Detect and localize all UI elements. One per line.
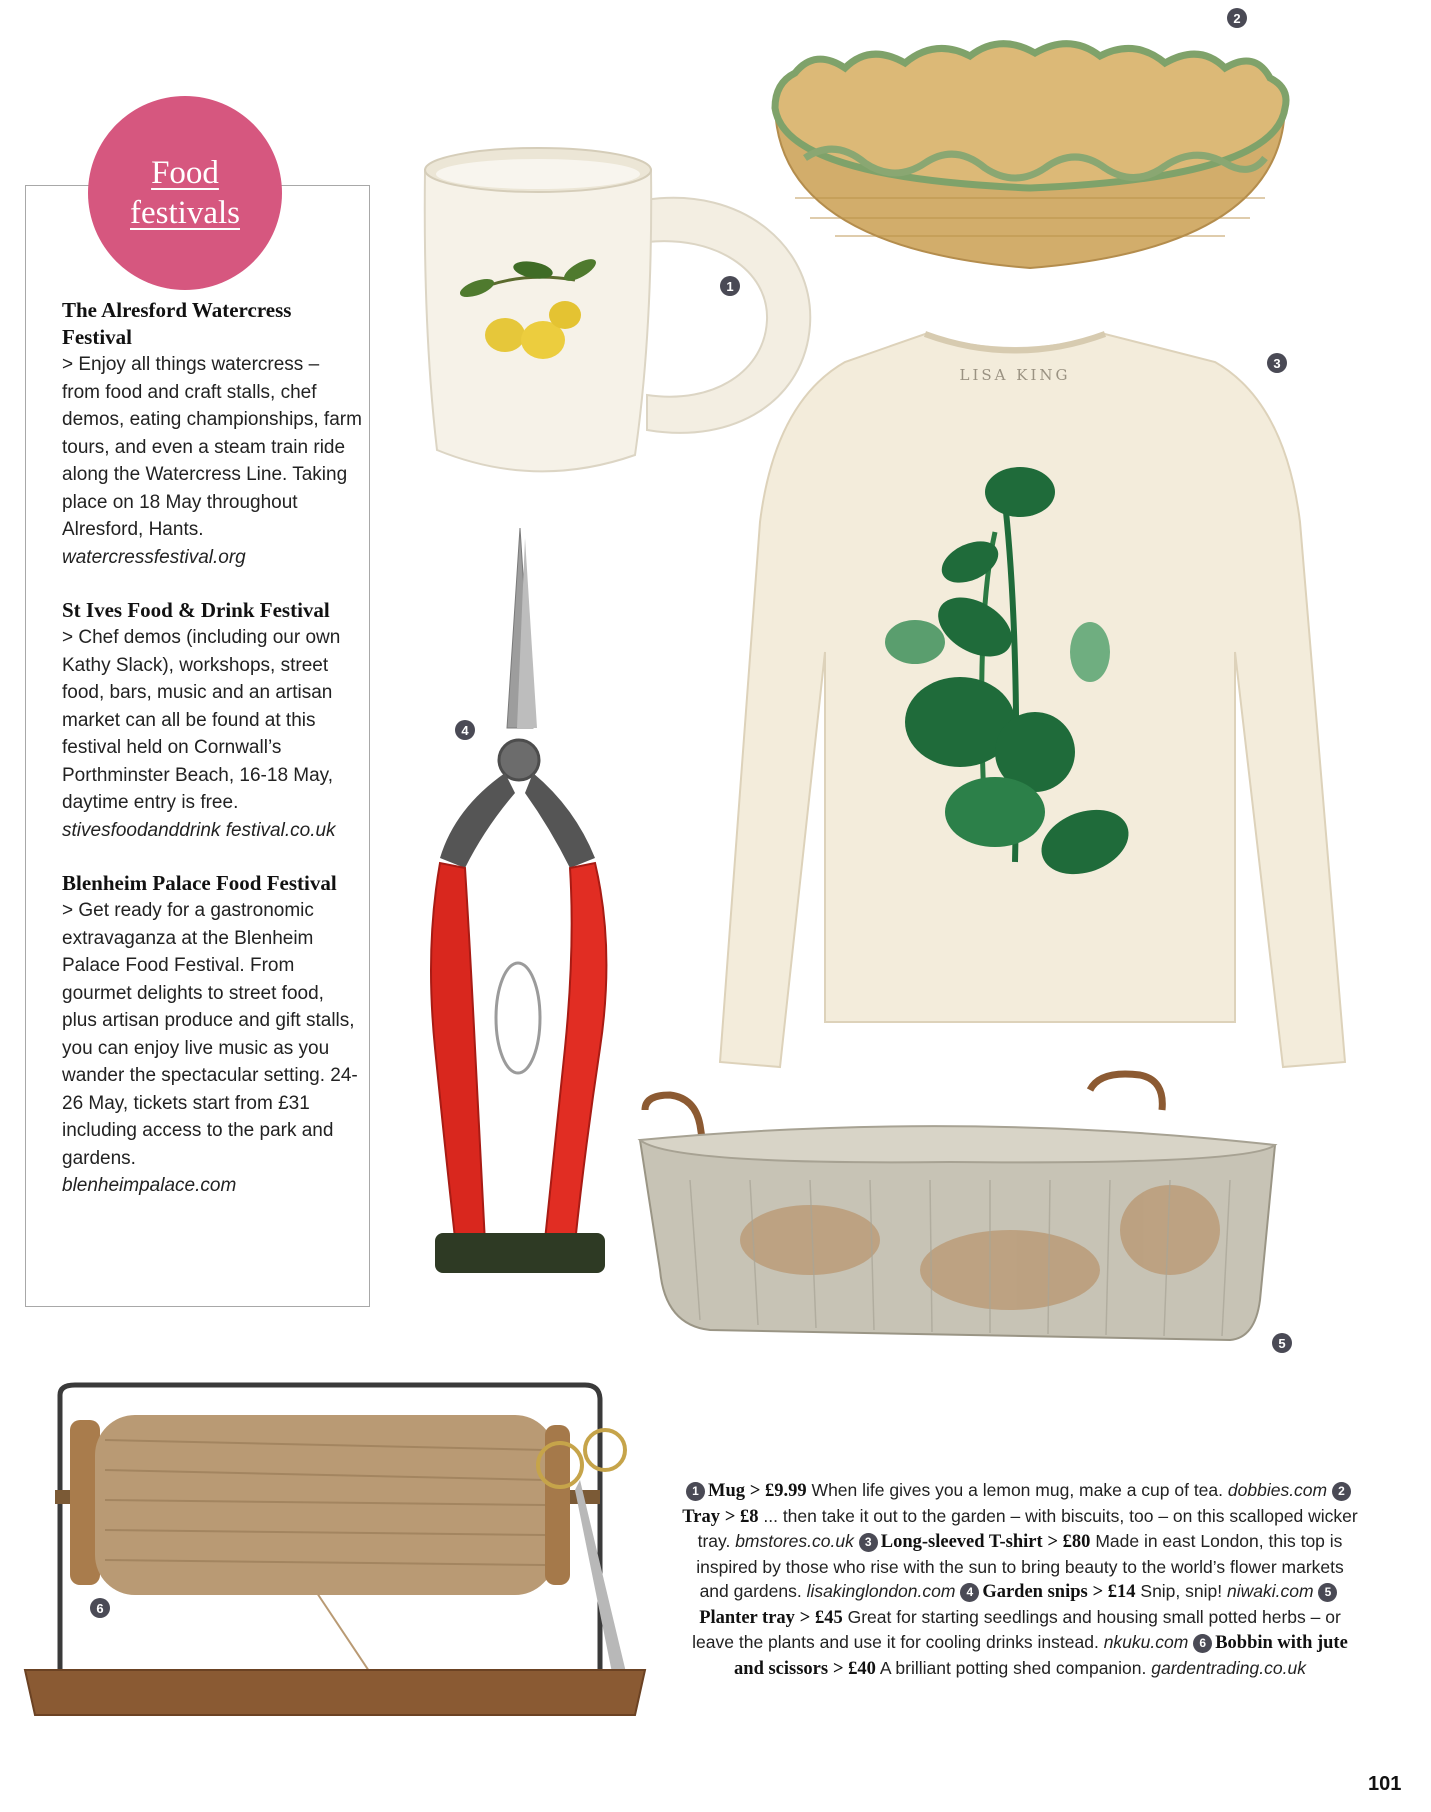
product-url[interactable]: gardentrading.co.uk	[1151, 1657, 1306, 1678]
product-url[interactable]: lisakinglondon.com	[806, 1581, 956, 1601]
food-festivals-badge	[88, 96, 282, 290]
product-url[interactable]: niwaki.com	[1226, 1581, 1314, 1601]
product-price: > £8	[724, 1506, 759, 1527]
caption-number: 1	[686, 1482, 705, 1501]
product-price: > £14	[1092, 1582, 1136, 1602]
caption-number: 2	[1332, 1482, 1351, 1501]
garden-snips-image	[425, 528, 625, 1283]
festival-url[interactable]: blenheimpalace.com	[62, 1175, 237, 1196]
product-price: > £40	[832, 1658, 876, 1679]
product-name: Planter tray	[699, 1607, 795, 1628]
badge-line-2: festivals	[130, 195, 240, 231]
festival-description: > Chef demos (including our own Kathy Slack), workshops, street food, bars, music and an artisan market can all be found at this festival held on Cornwall’s Porthminster Beach, 16-18 May, daytime entry is free.	[62, 627, 341, 813]
product-url[interactable]: dobbies.com	[1227, 1480, 1328, 1500]
product-name: Mug	[708, 1481, 745, 1501]
product-marker	[1267, 353, 1287, 373]
long-sleeved-tshirt-image	[675, 322, 1360, 1072]
product-name: Garden snips	[982, 1582, 1088, 1602]
caption-number: 5	[1318, 1583, 1337, 1602]
planter-tray-image	[630, 1070, 1290, 1360]
marker-number: 3	[1267, 353, 1287, 373]
marker-number: 5	[1272, 1333, 1292, 1353]
product-marker	[720, 276, 740, 296]
shirt-label: LISA KING	[959, 366, 1071, 384]
festival-title: Blenheim Palace Food Festival	[62, 871, 337, 895]
festival-description: > Get ready for a gastronomic extravaganza at the Blenheim Palace Food Festival. From gourmet delights to street food, plus artisan produce and gift stalls, you can enjoy live music as you wander the spectacular setting. 24-26 May, tickets start from £31 including access to the park and gardens.	[62, 900, 358, 1169]
product-name: Tray	[682, 1506, 720, 1527]
product-price: > £45	[799, 1607, 843, 1628]
festival-list	[62, 297, 362, 1226]
wicker-tray-image	[755, 28, 1305, 278]
product-name: Long-sleeved T-shirt	[880, 1532, 1043, 1552]
marker-number: 6	[90, 1598, 110, 1618]
marker-number: 2	[1227, 8, 1247, 28]
festival-item	[62, 597, 362, 844]
product-description: Great for starting seedlings and housing small potted herbs – or leave the plants and use it for cooling drinks instead.	[692, 1606, 1341, 1652]
product-description: When life gives you a lemon mug, make a cup of tea.	[811, 1480, 1224, 1500]
page-number: 101	[1368, 1773, 1402, 1795]
product-price: > £9.99	[749, 1481, 807, 1501]
caption-number: 6	[1193, 1634, 1212, 1653]
product-captions	[680, 1478, 1360, 1681]
festival-item	[62, 870, 362, 1200]
caption-number: 3	[859, 1533, 878, 1552]
marker-number: 4	[455, 720, 475, 740]
product-marker	[90, 1598, 110, 1618]
badge-line-1: Food	[151, 155, 219, 191]
festival-item	[62, 297, 362, 571]
festival-description: > Enjoy all things watercress – from food and craft stalls, chef demos, eating championships, farm tours, and even a steam train ride along the Watercress Line. Taking place on 18 May throughout Alresford, Hants.	[62, 354, 362, 540]
product-description: A brilliant potting shed companion.	[879, 1657, 1147, 1678]
festival-title: The Alresford Watercress Festival	[62, 298, 292, 349]
product-url[interactable]: nkuku.com	[1103, 1632, 1189, 1652]
product-url[interactable]: bmstores.co.uk	[735, 1531, 854, 1551]
jute-bobbin-image	[15, 1380, 655, 1725]
festival-url[interactable]: watercressfestival.org	[62, 546, 246, 568]
marker-number: 1	[720, 276, 740, 296]
festival-url[interactable]: stivesfoodanddrink festival.co.uk	[62, 819, 336, 841]
festival-title: St Ives Food & Drink Festival	[62, 598, 330, 622]
product-description: Snip, snip!	[1140, 1581, 1223, 1601]
product-description: Made in east London, this top is inspired by those who rise with the sun to bring beauty to the world’s flower markets and gardens.	[696, 1531, 1344, 1601]
product-marker	[455, 720, 475, 740]
caption-number: 4	[960, 1583, 979, 1602]
product-description: ... then take it out to the garden – with biscuits, too – on this scalloped wicker tray.	[697, 1505, 1358, 1551]
product-marker	[1272, 1333, 1292, 1353]
product-name: Bobbin with jute and scissors	[734, 1633, 1348, 1679]
product-price: > £80	[1047, 1532, 1091, 1552]
product-marker	[1227, 8, 1247, 28]
